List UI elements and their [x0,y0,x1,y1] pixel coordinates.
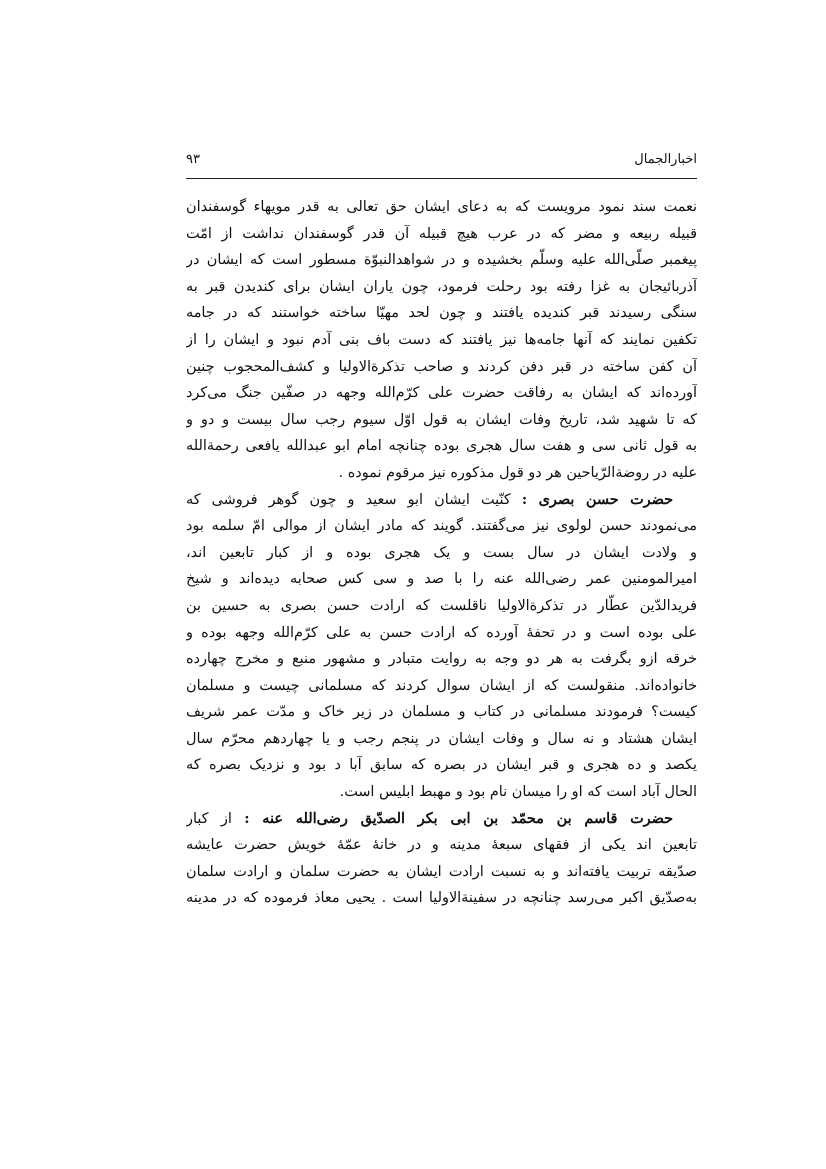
page-number: ۹۳ [186,152,200,167]
text-line: صدّیقه تربیت یافته‌اند و به نسبت ارادت ایشان به حضرت سلمان و ارادت سلمان [186,863,697,880]
text-line: به قول ثانی سی و هفت سال هجری بوده چنانچه امام ابو عبدالله یافعی رحمةالله [186,438,697,455]
text-line: فریدالدّین عطّار در تذکرةالاولیا ناقلست که ارادت حسن بصری به حسین بن [186,597,697,614]
text-line: یکصد و ده هجری و قبر ایشان در بصره که سابق آبا د بود و نزدیک بصره که [186,757,697,774]
text-line: کنّیت ایشان ابو سعید و چون گوهر فروشی که [186,491,511,508]
text-line: آذربائیجان به غزا رفته بود رحلت فرمود، چون یاران ایشان برای کندیدن قبر به [186,278,697,295]
text-line: علیه در روضةالرّیاحین هر دو قول مذکوره نیز مرقوم نموده . [338,464,697,481]
text-line: تکفین نمایند که آنها جامه‌ها نیز یافتند که دست باف بنی آدم نبود و ایشان را از [186,331,697,348]
body-text [186,194,697,912]
text-line: که تا شهید شد، تاریخ وفات ایشان به قول اوّل سیوم رجب سال بیست و دو و [186,411,697,428]
text-line: کیست؟ فرمودند مسلمانی در کتاب و مسلمان در زیر خاک و مدّت عمر شریف [186,704,697,721]
text-line: نعمت سند نمود مرویست که به دعای ایشان حق تعالی به قدر مویهاء گوسفندان [186,199,697,215]
text-line: امیرالمومنین عمر رضی‌الله عنه را با صد و سی کس صحابه دیده‌اند و شیخ [186,571,697,588]
paragraph-first-line [186,806,697,833]
text-line: پیغمبر صلّی‌الله علیه وسلّم بخشیده و در شواهدالنبوّة مسطور است که ایشان در [186,252,697,269]
running-title: اخبارالجمال [634,152,697,167]
text-line: از کبار [186,810,232,827]
text-line: خانواده‌اند. منقولست که از ایشان سوال کردند که مسلمانی چیست و مسلمان [186,677,697,694]
text-line: خرقه ازو بگرفت به هر دو وجه به روایت متبادر و مشهور منبع و مخرج چهارده [186,651,697,668]
text-line: الحال آباد است که او را میسان نام بود و مهبط ابلیس است. [339,784,697,801]
text-line: و ولادت ایشان در سال بست و یک هجری بوده و از کبار تابعین اند، [186,544,697,561]
paragraph-first-line [186,487,697,514]
text-line: ایشان هشتاد و نه سال و وفات ایشان در پنجم رجب و یا چهاردهم محرّم سال [186,730,697,747]
text-line: می‌نمودند حسن لولوی نیز می‌گفتند. گویند که مادر ایشان از موالی امّ سلمه بود [186,518,697,535]
text-line: آورده‌اند که ایشان به رفاقت حضرت علی کرّم‌الله وجهه در صفّین جنگ می‌کرد [186,385,697,402]
text-line: تابعین اند یکی از فقهای سبعهٔ مدینه و در خانهٔ عمّهٔ خویش حضرت عایشه [186,837,697,854]
section-heading: حضرت حسن بصری : [521,490,673,508]
text-line: آن کفن ساخته در قبر دفن کردند و صاحب تذکرةالاولیا و کشف‌المحجوب چنین [186,358,697,375]
text-line: سنگی رسیدند قبر کندیده یافتند و چون لحد مهیّا ساخته خواستند که در جامه [186,305,697,322]
text-line: به‌صدّیق اکبر می‌رسد چنانچه در سفینةالاولیا است . یحیی معاذ فرموده که در مدینه [186,890,697,907]
text-line: قبیله ربیعه و مضر که در عرب هیچ قبیله آن قدر گوسفندان نداشت از امّت [186,225,697,242]
section-heading: حضرت قاسم بن محمّد بن ابی بکر الصدّیق رضی‌الله عنه : [244,809,673,827]
running-header [186,150,697,179]
text-line: علی بوده است و در تحفهٔ آورده که ارادت حسن به علی کرّم‌الله وجهه بوده و [186,624,697,641]
